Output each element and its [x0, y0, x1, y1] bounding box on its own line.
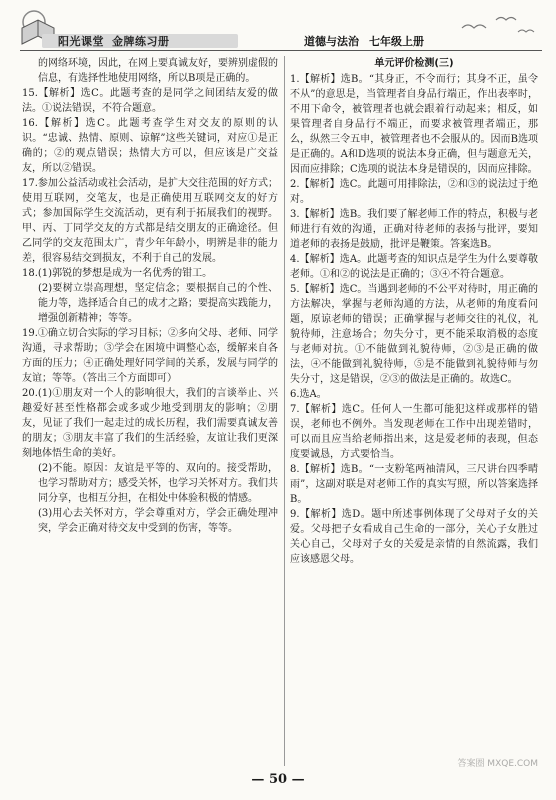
column-divider: [284, 56, 285, 766]
answer-paragraph: 9.【解析】选D。题中所述事例体现了父母对子女的关爱。父母把子女看成自己生命的一部分，关心子女胜过关心自己，父母对子女的关爱是亲情的自然流露，我们应该感恩父母。: [290, 509, 538, 565]
answer-paragraph: 15.【解析】选C。此题考查的是同学之间团结友爱的做法。①说法错误，不符合题意。: [22, 88, 278, 114]
section-title: 单元评价检测(三): [374, 58, 454, 69]
answer-paragraph: 2.【解析】选C。此题可用排除法，②和③的说法过于绝对。: [290, 179, 538, 205]
answer-paragraph: (2)要树立崇高理想，坚定信念；要根据自己的个性、能力等，选择适合自己的成才之路；要提高实践能力，增强创新精神；等等。: [38, 283, 278, 324]
watermark-stamp: 答案圈 MXQE.COM: [457, 759, 538, 769]
left-column: [22, 56, 278, 536]
header-rule: [20, 50, 542, 51]
answer-paragraph: 16.【解析】选C。此题考查学生对交友的原则的认识。“忠诚、热情、原则、谅解”这些关键词，对应①是正确的；②的观点错误；热情大方可以，但应该是广交益友，所以②错误。: [22, 118, 278, 174]
answer-paragraph: 5.【解析】选C。当遇到老师的不公平对待时，用正确的方法解决，掌握与老师沟通的方法，从老师的角度看问题，原谅老师的错误；正确掌握与老师交往的礼仪，礼貌待师，注意场合；勿失分寸，更不能采取消极的态度与老师对抗。①不能做到礼貌待师，②③是正确的做法，④不能做到礼貌待师，⑤是不能做到礼貌待师与勿失分寸，这是错误，②③的做法是正确的。故选C。: [290, 284, 538, 385]
page-header: [0, 0, 556, 48]
right-column: [290, 56, 538, 567]
answer-paragraph: 7.【解析】选C。任何人一生都可能犯这样或那样的错误，老师也不例外。当发现老师在工作中出现差错时，可以而且应当给老师指出来，这是爱老师的表现，但态度要诚恳，方式要恰当。: [290, 404, 538, 460]
answer-paragraph: 19.①确立切合实际的学习目标；②多向父母、老师、同学沟通，寻求帮助；③学会在困境中调整心态，缓解来自各方面的压力；④正确处理好同学间的关系，发展与同学的友谊；等等。（答出三个方面即可）: [22, 328, 278, 384]
subject-title: [304, 33, 434, 49]
answer-paragraph: (2)不能。原因：友谊是平等的、双向的。接受帮助，也学习帮助对方；感受关怀，也学习关怀对方。我们共同分享，也相互分担，在相处中体验积极的情感。: [38, 463, 278, 504]
grade-name: 七年级上册: [369, 35, 424, 48]
birds-decoration-icon: [452, 10, 548, 42]
answer-paragraph: 的网络环境，因此，在网上要真诚友好，要辨别虚假的信息，有选择性地使用网络，所以B项是正确的。: [38, 58, 278, 84]
brand-name: 阳光课堂: [58, 35, 104, 48]
answer-paragraph: 1.【解析】选B。“其身正，不令而行；其身不正，虽令不从”的意思是，当管理者自身品行端正，作出表率时，不用下命令，被管理者也就会跟着行动起来；相反，如果管理者自身品行不端正，而要求被管理者端正，那么，纵然三令五申，被管理者也不会服从的。因而B选项是正确的。A和D选项的说法本身正确，但与题意无关，因而应排除；C选项的说法本身是错误的，因而应排除。: [290, 74, 538, 175]
answer-paragraph: 20.(1)①朋友对一个人的影响很大，我们的言谈举止、兴趣爱好甚至性格都会或多或少地受到朋友的影响；②朋友，见证了我们一起走过的成长历程，我们需要真诚友善的朋友；③朋友丰富了我们的生活经验，友谊让我们更深刻地体悟生命的美好。: [22, 388, 278, 459]
answer-paragraph: 3.【解析】选B。我们要了解老师工作的特点，积极与老师进行有效的沟通，正确对待老师的表扬与批评，要知道老师的表扬是鼓励，批评是鞭策。答案选B。: [290, 209, 538, 250]
answer-paragraph: 8.【解析】选B。“一支粉笔两袖清风，三尺讲台四季晴雨”，这副对联是对老师工作的真实写照，所以答案选择B。: [290, 464, 538, 505]
subject-name: 道德与法治: [304, 35, 359, 48]
brand-title: [58, 33, 178, 49]
answer-paragraph: (3)用心去关怀对方，学会尊重对方，学会正确处理冲突，学会正确对待交友中受到的伤害，等等。: [38, 508, 278, 534]
brand-series: 金牌练习册: [112, 35, 170, 48]
page-number: — 50 —: [251, 772, 305, 787]
answer-paragraph: 18.(1)郭锐的梦想是成为一名优秀的钳工。: [22, 268, 213, 279]
answer-paragraph: 6.选A。: [290, 389, 327, 400]
answer-paragraph: 4.【解析】选A。此题考查的知识点是学生为什么要尊敬老师。①和②的说法是正确的；③④不符合题意。: [290, 254, 538, 280]
right-answers: [290, 72, 538, 567]
answer-paragraph: 17.参加公益活动或社会活动，是扩大交往范围的好方式；使用互联网，交笔友，也是正确使用互联网交友的好方式；参加国际学生交流活动，更有利于拓展我们的视野。甲、丙、丁同学交友的方式都是结交朋友的正确途径。但乙同学的交友范围太广，青少年年龄小，明辨是非的能力差，很容易结交到损友，不利于自己的发展。: [22, 178, 278, 264]
